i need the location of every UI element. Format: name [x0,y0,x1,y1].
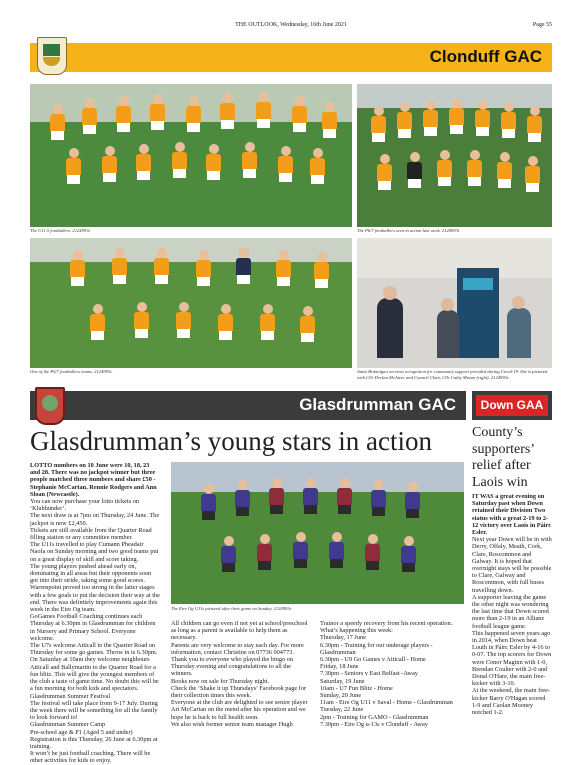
paragraph: Everyone at the club are delighted to see senior player Art McCartan on the mend after his operation and we hope he is back to full health soon. [171,699,308,721]
photo-p67-team [30,238,352,368]
paragraph: Check the ‘Shake it up Thursdays’ Facebook page for their collection times this week. [171,684,307,700]
glasdrumman-column-1 [30,462,160,765]
fixture-date: Sunday, 20 June [320,692,362,700]
paragraph: Warrenpoint proved too strong in the latter stages with a few goals to put the decision their way at the end. There was definitely improvements again this week in the Eire Og team. [30,584,160,614]
lotto-lead: LOTTO numbers on 10 June were 10, 18, 23 and 28. There was no jackpot winner but three people matched three numbers and share £50 - Stephanie McCartan, Rennie Rodgers and Ann Sloan (Newcastle). [30,462,157,498]
fixture: 2pm - Training for GAMO - Glasdrumman [320,713,429,721]
paragraph: Parents are very welcome to stay each day. For more information, contact Christine on 07736 004773. [171,641,304,656]
paragraph: The U7s welcome Atticall to the Quarter Road on Thursday for some go games. Throw in is 6.30pm. [30,642,158,657]
fixture: 11am - Eire Og U11 v Saval - Home - Glasdrumman [320,699,453,707]
fixture: 7.30pm - Seniors v East Belfast -Away [320,670,418,678]
glasdrumman-title: Glasdrumman GAC [299,395,456,414]
paragraph: Trainor a speedy recovery from his recent operation. [320,620,453,627]
paragraph: Tickets are still available from the Quarter Road filling station or any committee member. [30,526,152,542]
clonduff-banner [30,43,552,72]
page-number: Page 55 [532,22,552,28]
paragraph: All children can go even if not yet at school/preschool as long as a parent is available to help them as necessary. [171,620,308,642]
fixture: 7.30pm - Eire Og u-13s v Clonduff - Away [320,720,428,728]
page-header [30,22,552,32]
paragraph: You can now purchase your lotto tickets on ‘Klubhunder’. [30,498,140,513]
fixture: 6.30pm - U9 Go Games v Atticall - Home [320,656,426,664]
clonduff-title: Clonduff GAC [429,47,542,66]
publication-date: THE OUTLOOK, Wednesday, 16th June 2021 [235,22,347,28]
paragraph: Registration is this Thursday, 26 June at 6.30pm at training. [30,735,158,750]
photo-caption: Anita Brannigan receives recognition for community support provided during Covid-19. She is pictured with Cllr Declan McAteer and Council Chair, Cllr Cathy Mason (right). 2124993c [357,369,548,380]
photo-p67-action [357,84,552,227]
down-headline: County’s supporters’ relief after Laois win [472,425,534,490]
fixture-date: Tuesday, 22 June [320,706,364,714]
paragraph: The next draw is at 7pm on Thursday, 24 June. The jackpot is now £2,450. [30,512,160,527]
paragraph: This happened seven years ago in 2014, when Down beat Louth in Páirc Esler by 4-16 to 0-07. The top scorers for Down were Conor Maginn with 1-0, Brendan Coulter with 2-0 and Donal O'Hare, the main free-kicker with 3-10. [472,629,552,688]
photo-caption: The Eire Og U11s pictured after their game on Sunday. 2124993c [171,606,292,611]
down-article [472,493,552,716]
glasdrumman-column-2 [171,620,313,728]
paragraph: What’s happening this week: [320,627,393,635]
paragraph: A supporter leaving the game the other night was wondering the last time that Down scored more than 2-19 in an Allianz football league game. [472,593,549,630]
photo-u11-team [30,84,352,227]
glasdrumman-headline: Glasdrumman’s young stars in action [30,426,432,456]
paragraph: The festival will take place from 9-17 July. During the week there will be something for all the family to look forward to! [30,699,158,722]
photo-caption: One of the P6/7 footballers teams. 2124993c [30,369,113,374]
clonduff-crest-icon [37,37,67,75]
paragraph: On Saturday at 10am they welcome neighbours Atticall and Ballymartin to the Quarter Road for a fun blitz. This will give the youngest members of the club a taste of game time. No doubt this will be a fun morning for both kids and spectators. [30,656,159,693]
fixture-date: Friday, 18 June [320,663,359,671]
paragraph: The young players pushed ahead early on, dominating in all areas but their opponents soon got into their stride, taking some good scores. [30,562,152,585]
fixture-date: Saturday, 19 June [320,677,365,685]
paragraph: At the weekend, the main free-kicker Barry O'Hagan scored 1-9 and Caolan Mooney notched 1-2. [472,687,550,717]
photo-caption: The P6/7 footballers seen in action last week. 2124993i [357,228,460,233]
glasdrumman-crest-icon [35,387,65,425]
fixture-date: Thursday, 17 June [320,634,366,642]
paragraph: It won’t be just football coaching. There will be other activities for kids to enjoy. [30,750,151,765]
paragraph: Pre-school age & P1 (Aged 5 and under) [30,728,133,736]
down-lead: IT WAS a great evening on Saturday past when Down retained their Division Two status with a great 2-19 to 2-12 victory over Laois in Páirc Esler. [472,493,551,537]
paragraph: The U11s travelled to play Cumann Pheadair Naofa on Sunday morning and two good teams put on a great display of skill and score taking. [30,541,159,563]
photo-eire-og-u11 [171,462,464,604]
subheading: Glasdrumman Summer Festival [30,692,111,700]
paragraph: Thank you to everyone who played the bingo on Thursday evening and congratulations to all the winners. [171,656,294,678]
paragraph: We also wish former senior team manager Hugh [171,720,293,728]
down-gaa-label: Down GAA [476,395,548,416]
fixture: 10am - U7 Fun Blitz - Home [320,684,393,692]
fixture: 6.30pm - Training for our underage players - Glasdrumman [320,641,433,656]
glasdrumman-column-3 [320,620,464,728]
paragraph: Books now on sale for Thursday night. [171,677,270,685]
glasdrumman-banner [30,391,466,420]
photo-caption: The U11.5 footballers. 2124993c [30,228,91,233]
subheading: Glasdrumman Summer Camp [30,721,106,729]
photo-community-award [357,238,552,368]
paragraph: GoGames Football Coaching continues each Thursday at 6.30pm in Glasdrumman for children in Nursery and Primary School. Everyone welcome. [30,613,156,642]
paragraph: Next year Down will be in with Derry, Offaly, Meath, Cork, Clare, Roscommon and Galway. It is hoped that overnight stays will be possible to Clare, Galway and Roscommon, with full buses travelling down. [472,536,552,594]
down-gaa-tag [472,391,552,420]
